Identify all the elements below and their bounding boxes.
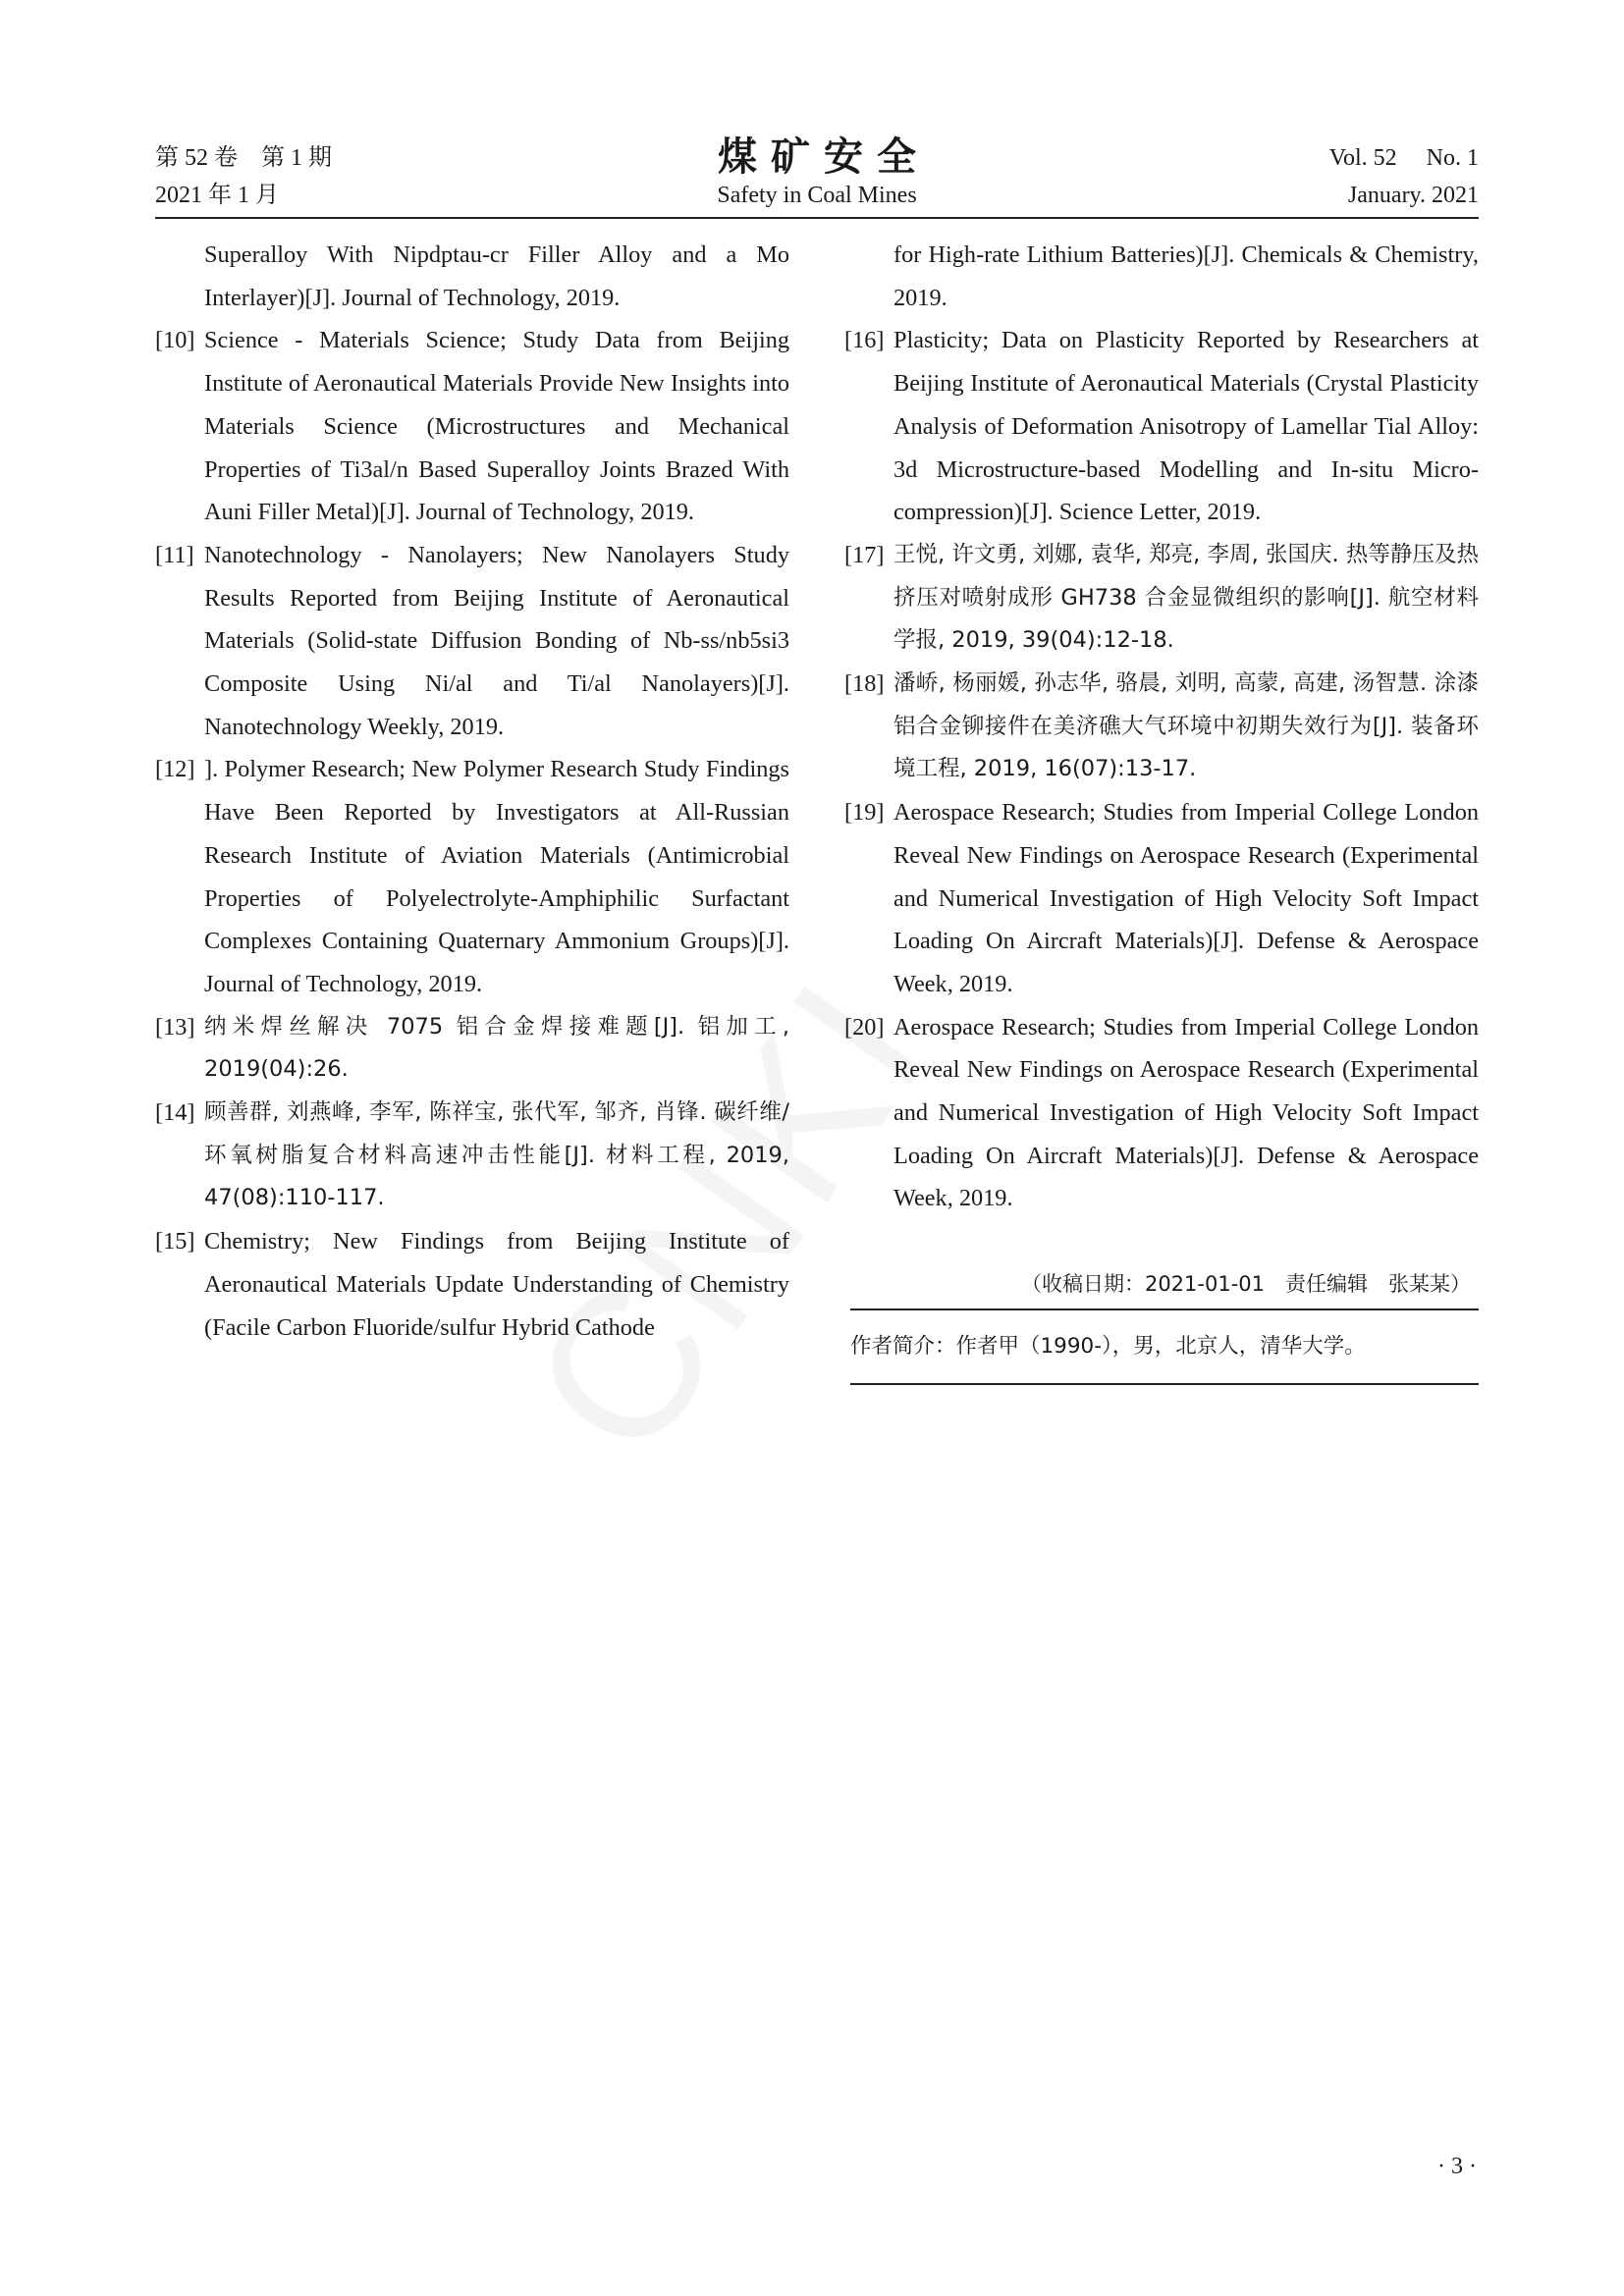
reference-item <box>844 534 1479 663</box>
reference-item <box>155 534 789 749</box>
reference-number: [16] <box>844 327 885 354</box>
reference-text: Plasticity; Data on Plasticity Reported by Researchers at Beijing Institute of Aeronautical Materials (Crystal Plasticity Analysis of Deformation Anisotropy of Lamellar Tial Alloy: 3d Microstructure-based Modelling and In-situ Micro-compression)[J]. Science Letter, 2019. <box>893 327 1479 526</box>
reference-item <box>155 234 789 319</box>
volume-issue-cn: 第 52 卷 第 1 期 <box>155 145 332 171</box>
reference-number: [17] <box>844 541 885 568</box>
reference-item <box>844 234 1479 319</box>
reference-item <box>155 748 789 1005</box>
reference-item <box>844 663 1479 791</box>
receipt-rule <box>850 1308 1479 1310</box>
reference-item <box>844 319 1479 534</box>
reference-text: Superalloy With Nipdptau-cr Filler Alloy and a Mo Interlayer)[J]. Journal of Technology, 2019. <box>204 241 789 311</box>
author-bio-rule <box>850 1383 1479 1385</box>
reference-text: 顾善群, 刘燕峰, 李军, 陈祥宝, 张代军, 邹齐, 肖锋. 碳纤维/环氧树脂复合材料高速冲击性能[J]. 材料工程, 2019, 47(08):110-117. <box>204 1099 789 1211</box>
reference-item <box>155 1006 789 1092</box>
reference-text: Nanotechnology - Nanolayers; New Nanolayers Study Results Reported from Beijing Institute of Aeronautical Materials (Solid-state Diffusion Bonding of Nb-ss/nb5si3 Composite Using Ni/al and Ti/al Nanolayers)[J]. Nanotechnology Weekly, 2019. <box>204 541 789 740</box>
reference-text: Science - Materials Science; Study Data from Beijing Institute of Aeronautical Materials Provide New Insights into Materials Science (Microstructures and Mechanical Properties of Ti3al/n Based Superalloy Joints Brazed With Auni Filler Metal)[J]. Journal of Technology, 2019. <box>204 327 789 526</box>
reference-text: 王悦, 许文勇, 刘娜, 袁华, 郑亮, 李周, 张国庆. 热等静压及热挤压对喷射成形 GH738 合金显微组织的影响[J]. 航空材料学报, 2019, 39(04):12-18. <box>893 541 1479 654</box>
reference-number: [14] <box>155 1099 195 1127</box>
reference-number: [15] <box>155 1228 195 1255</box>
reference-number: [18] <box>844 670 885 698</box>
reference-text: for High-rate Lithium Batteries)[J]. Chemicals & Chemistry, 2019. <box>893 241 1479 311</box>
reference-text: Aerospace Research; Studies from Imperial College London Reveal New Findings on Aerospace Research (Experimental and Numerical Investigation of High Velocity Soft Impact Loading On Aircraft Materials)[J]. Defense & Aerospace Week, 2019. <box>893 1013 1479 1212</box>
journal-title-en: Safety in Coal Mines <box>717 183 917 208</box>
reference-number: [13] <box>155 1013 195 1041</box>
reference-item <box>155 319 789 534</box>
reference-item <box>844 1006 1479 1221</box>
author-bio: 作者简介：作者甲（1990-），男，北京人，清华大学。 <box>850 1334 1366 1359</box>
reference-number: [10] <box>155 327 195 354</box>
reference-text: 纳米焊丝解决 7075 铝合金焊接难题[J]. 铝加工, 2019(04):26. <box>204 1013 789 1083</box>
reference-number: [12] <box>155 756 195 783</box>
reference-number: [19] <box>844 799 885 827</box>
references-right-column <box>844 234 1479 1220</box>
page-number: · 3 · <box>1437 2154 1477 2179</box>
reference-item <box>155 1092 789 1220</box>
date-en: January. 2021 <box>1347 183 1479 208</box>
journal-title-cn: 煤矿安全 <box>718 134 930 180</box>
reference-item <box>155 1220 789 1349</box>
reference-item <box>844 791 1479 1006</box>
references-left-column <box>155 234 789 1349</box>
reference-number: [20] <box>844 1013 885 1041</box>
reference-text: 潘峤, 杨丽媛, 孙志华, 骆晨, 刘明, 高蒙, 高建, 汤智慧. 涂漆铝合金铆接件在美济礁大气环境中初期失效行为[J]. 装备环境工程, 2019, 16(07):13-17. <box>893 670 1479 782</box>
date-cn: 2021 年 1 月 <box>155 183 279 208</box>
reference-text: Aerospace Research; Studies from Imperial College London Reveal New Findings on Aerospace Research (Experimental and Numerical Investigation of High Velocity Soft Impact Loading On Aircraft Materials)[J]. Defense & Aerospace Week, 2019. <box>893 799 1479 997</box>
header-rule <box>155 217 1479 219</box>
receipt-date-editor: （收稿日期：2021-01-01 责任编辑 张某某） <box>1020 1272 1471 1296</box>
reference-text: ]. Polymer Research; New Polymer Research Study Findings Have Been Reported by Investigators at All-Russian Research Institute of Aviation Materials (Antimicrobial Properties of Polyelectrolyte-Amphiphilic Surfactant Complexes Containing Quaternary Ammonium Groups)[J]. Journal of Technology, 2019. <box>204 756 789 997</box>
page-header <box>155 134 1479 216</box>
volume-issue-en: Vol. 52 No. 1 <box>1328 145 1479 171</box>
reference-number: [11] <box>155 541 194 568</box>
reference-text: Chemistry; New Findings from Beijing Institute of Aeronautical Materials Update Understanding of Chemistry (Facile Carbon Fluoride/sulfur Hybrid Cathode <box>204 1228 789 1341</box>
header-center <box>155 133 1479 210</box>
header-right <box>1329 139 1479 214</box>
